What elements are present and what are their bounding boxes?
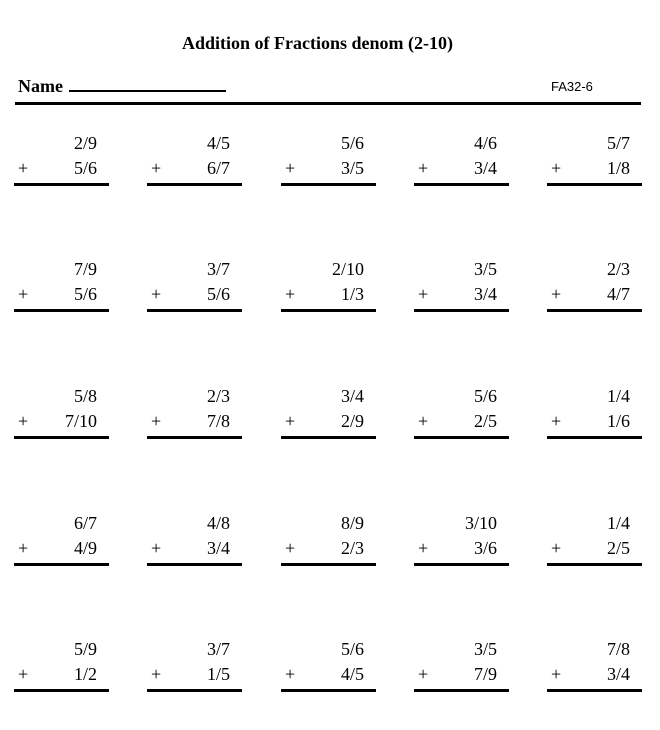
problem: [281, 513, 376, 569]
addend-bottom: 1/3: [340, 284, 364, 304]
addend-top: 3/7: [206, 259, 230, 279]
addend-bottom: 5/6: [206, 284, 230, 304]
answer-line: [414, 183, 509, 186]
problem: [281, 386, 376, 442]
plus-sign: +: [18, 411, 29, 431]
answer-line: [414, 436, 509, 439]
plus-sign: +: [418, 158, 429, 178]
plus-sign: +: [151, 158, 162, 178]
addend-top: 3/7: [206, 639, 230, 659]
addend-bottom: 5/6: [73, 284, 97, 304]
addend-top: 5/6: [340, 133, 364, 153]
addend-top: 7/8: [606, 639, 630, 659]
addend-top: 4/8: [206, 513, 230, 533]
plus-sign: +: [285, 158, 296, 178]
plus-sign: +: [551, 538, 562, 558]
addend-bottom: 7/9: [473, 664, 497, 684]
problem: [547, 259, 642, 315]
addend-bottom: 1/6: [606, 411, 630, 431]
problem: [281, 639, 376, 695]
answer-line: [147, 563, 242, 566]
answer-line: [14, 563, 109, 566]
problem: [414, 386, 509, 442]
addend-bottom: 1/8: [606, 158, 630, 178]
answer-line: [281, 563, 376, 566]
plus-sign: +: [285, 411, 296, 431]
addend-top: 1/4: [606, 513, 630, 533]
addend-bottom: 3/4: [473, 284, 497, 304]
addend-bottom: 6/7: [206, 158, 230, 178]
addend-top: 3/4: [340, 386, 364, 406]
addend-bottom: 2/5: [606, 538, 630, 558]
answer-line: [14, 689, 109, 692]
addend-top: 3/10: [464, 513, 497, 533]
addend-top: 6/7: [73, 513, 97, 533]
problem: [547, 639, 642, 695]
plus-sign: +: [418, 284, 429, 304]
problem: [414, 513, 509, 569]
problem: [14, 259, 109, 315]
plus-sign: +: [151, 411, 162, 431]
addend-bottom: 4/5: [340, 664, 364, 684]
answer-line: [547, 183, 642, 186]
problem: [147, 386, 242, 442]
problem: [147, 513, 242, 569]
plus-sign: +: [418, 411, 429, 431]
problem: [147, 133, 242, 189]
name-blank-line[interactable]: [69, 76, 226, 92]
answer-line: [147, 183, 242, 186]
addend-bottom: 3/4: [206, 538, 230, 558]
answer-line: [547, 689, 642, 692]
answer-line: [281, 436, 376, 439]
addend-top: 3/5: [473, 259, 497, 279]
addend-top: 5/6: [340, 639, 364, 659]
addend-top: 5/9: [73, 639, 97, 659]
addend-bottom: 7/10: [64, 411, 97, 431]
answer-line: [14, 436, 109, 439]
addend-top: 5/7: [606, 133, 630, 153]
addend-bottom: 3/6: [473, 538, 497, 558]
addend-top: 2/9: [73, 133, 97, 153]
addend-bottom: 3/5: [340, 158, 364, 178]
addend-top: 2/3: [606, 259, 630, 279]
plus-sign: +: [551, 411, 562, 431]
worksheet-code: FA32-6: [551, 79, 593, 94]
addend-bottom: 2/3: [340, 538, 364, 558]
addend-bottom: 7/8: [206, 411, 230, 431]
addend-top: 5/6: [473, 386, 497, 406]
plus-sign: +: [18, 158, 29, 178]
answer-line: [281, 183, 376, 186]
answer-line: [547, 309, 642, 312]
addend-bottom: 2/5: [473, 411, 497, 431]
addend-top: 5/8: [73, 386, 97, 406]
addend-top: 2/3: [206, 386, 230, 406]
name-label: Name: [18, 76, 63, 96]
answer-line: [281, 309, 376, 312]
plus-sign: +: [151, 284, 162, 304]
problem: [414, 639, 509, 695]
addend-bottom: 3/4: [473, 158, 497, 178]
problem: [281, 259, 376, 315]
problem: [547, 133, 642, 189]
header-divider: [15, 102, 641, 105]
problem: [14, 639, 109, 695]
addend-bottom: 5/6: [73, 158, 97, 178]
problem: [147, 639, 242, 695]
answer-line: [547, 563, 642, 566]
addend-top: 1/4: [606, 386, 630, 406]
plus-sign: +: [551, 664, 562, 684]
problem: [547, 386, 642, 442]
answer-line: [147, 309, 242, 312]
problem: [414, 259, 509, 315]
problem: [414, 133, 509, 189]
answer-line: [147, 689, 242, 692]
problem: [14, 386, 109, 442]
problem: [547, 513, 642, 569]
problem: [147, 259, 242, 315]
plus-sign: +: [151, 664, 162, 684]
plus-sign: +: [418, 538, 429, 558]
answer-line: [14, 309, 109, 312]
addend-top: 4/6: [473, 133, 497, 153]
plus-sign: +: [285, 664, 296, 684]
plus-sign: +: [18, 284, 29, 304]
answer-line: [414, 563, 509, 566]
plus-sign: +: [285, 284, 296, 304]
plus-sign: +: [551, 284, 562, 304]
addend-top: 8/9: [340, 513, 364, 533]
addend-bottom: 1/2: [73, 664, 97, 684]
addend-bottom: 2/9: [340, 411, 364, 431]
problem: [281, 133, 376, 189]
plus-sign: +: [551, 158, 562, 178]
plus-sign: +: [18, 664, 29, 684]
addend-bottom: 1/5: [206, 664, 230, 684]
addend-bottom: 4/9: [73, 538, 97, 558]
answer-line: [281, 689, 376, 692]
plus-sign: +: [18, 538, 29, 558]
answer-line: [147, 436, 242, 439]
addend-top: 2/10: [331, 259, 364, 279]
plus-sign: +: [418, 664, 429, 684]
answer-line: [414, 689, 509, 692]
addend-bottom: 3/4: [606, 664, 630, 684]
worksheet-title: Addition of Fractions denom (2-10): [182, 33, 453, 53]
problem: [14, 133, 109, 189]
addend-top: 7/9: [73, 259, 97, 279]
addend-bottom: 4/7: [606, 284, 630, 304]
plus-sign: +: [285, 538, 296, 558]
name-field: [18, 76, 226, 97]
addend-top: 4/5: [206, 133, 230, 153]
plus-sign: +: [151, 538, 162, 558]
answer-line: [14, 183, 109, 186]
addend-top: 3/5: [473, 639, 497, 659]
answer-line: [547, 436, 642, 439]
answer-line: [414, 309, 509, 312]
problem: [14, 513, 109, 569]
